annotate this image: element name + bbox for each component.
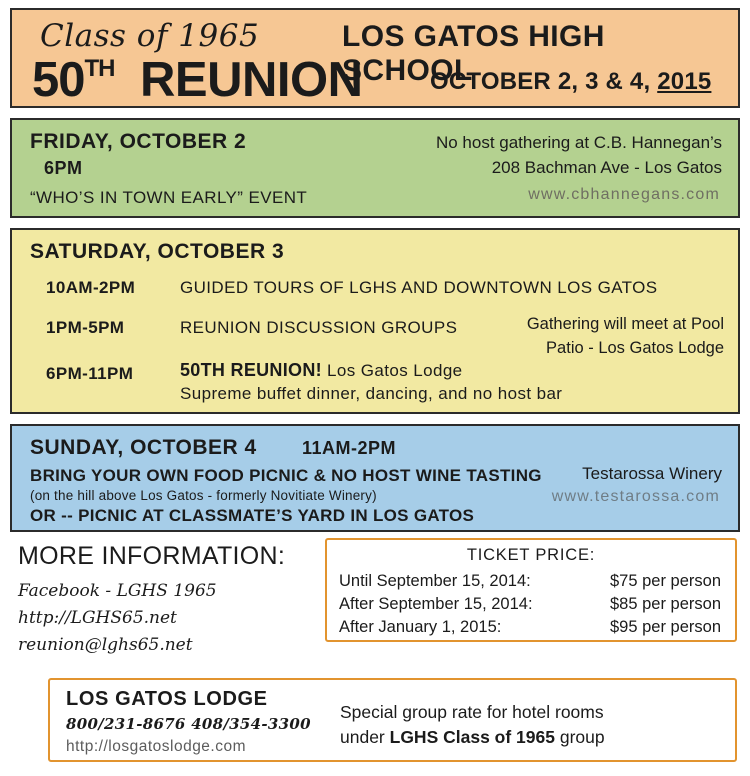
lodge-note-line1: Special group rate for hotel rooms [340, 702, 604, 722]
fifty-number [32, 52, 115, 108]
fifty-digits: 50 [32, 53, 85, 107]
friday-time: 6PM [44, 158, 83, 178]
lodge-note-group-name: LGHS Class of 1965 [389, 727, 555, 747]
sunday-activity-subnote: (on the hill above Los Gatos - formerly Novitiate Winery) [30, 488, 377, 503]
more-info-facebook[interactable]: Facebook - LGHS 1965 [18, 581, 217, 601]
saturday-desc-3-rest: Los Gatos Lodge [327, 361, 463, 380]
sunday-activity-line2: OR -- PICNIC AT CLASSMATE’S YARD IN LOS GATOS [30, 506, 475, 525]
lodge-note-line2 [340, 725, 605, 750]
saturday-section [10, 228, 740, 414]
saturday-note-2 [527, 312, 724, 360]
friday-venue-line1: No host gathering at C.B. Hannegan’s [435, 133, 722, 152]
sunday-activity-line1: BRING YOUR OWN FOOD PICNIC & NO HOST WINE TASTING [30, 466, 542, 485]
saturday-title: SATURDAY, OCTOBER 3 [30, 240, 285, 263]
more-information-list [18, 578, 217, 659]
fifty-ordinal-suffix: TH [84, 55, 115, 82]
more-information-title: MORE INFORMATION: [18, 542, 286, 570]
saturday-desc-3-line2: Supreme buffet dinner, dancing, and no host bar [180, 384, 563, 403]
more-info-website[interactable]: http://LGHS65.net [18, 608, 177, 628]
event-dates-text: OCTOBER 2, 3 & 4, [430, 68, 658, 95]
lodge-name: LOS GATOS LODGE [66, 688, 268, 710]
saturday-note-2-line2: Patio - Los Gatos Lodge [546, 339, 724, 357]
saturday-time-2: 1PM-5PM [46, 318, 125, 337]
saturday-desc-1: GUIDED TOURS OF LGHS AND DOWNTOWN LOS GATOS [180, 278, 658, 297]
ticket-row [339, 593, 727, 616]
reunion-word: REUNION [140, 53, 363, 107]
lodge-note-suffix: group [554, 727, 605, 747]
school-name: LOS GATOS HIGH SCHOOL [342, 20, 605, 87]
ticket-label-3: After January 1, 2015: [339, 618, 502, 636]
ticket-label-1: Until September 15, 2014: [339, 572, 531, 590]
ticket-row [339, 616, 727, 639]
ticket-price-box [325, 538, 737, 642]
friday-venue-url[interactable]: www.cbhannegans.com [528, 186, 720, 203]
sunday-section [10, 424, 740, 532]
sunday-venue-url[interactable]: www.testarossa.com [551, 488, 720, 505]
saturday-desc-3 [180, 360, 463, 381]
saturday-time-1: 10AM-2PM [46, 278, 136, 297]
header-banner [10, 8, 740, 108]
saturday-desc-3-bold: 50TH REUNION! [180, 360, 322, 380]
lodge-note-prefix: under [340, 727, 390, 747]
ticket-label-2: After September 15, 2014: [339, 595, 533, 613]
friday-title: FRIDAY, OCTOBER 2 [30, 130, 247, 153]
friday-venue [436, 130, 722, 180]
header-bottom-row [12, 54, 738, 108]
event-dates [430, 68, 711, 96]
sunday-venue: Testarossa Winery [582, 464, 722, 483]
ticket-price-title: TICKET PRICE: [466, 546, 596, 564]
lodge-url[interactable]: http://losgatoslodge.com [66, 738, 247, 755]
class-of-title: Class of 1965 [40, 18, 260, 54]
ticket-price-1: $75 per person [610, 572, 721, 590]
lodge-phone-numbers: 800/231-8676 408/354-3300 [66, 715, 311, 733]
friday-venue-line2: 208 Bachman Ave - Los Gatos [491, 158, 722, 177]
ticket-price-rows [339, 570, 727, 639]
lodge-group-rate-note [340, 700, 605, 750]
ticket-row [339, 570, 727, 593]
saturday-desc-2: REUNION DISCUSSION GROUPS [180, 318, 458, 337]
lodge-info-box [48, 678, 737, 762]
ticket-price-2: $85 per person [610, 595, 721, 613]
sunday-time: 11AM-2PM [302, 438, 397, 458]
saturday-time-3: 6PM-11PM [46, 364, 134, 383]
more-info-email[interactable]: reunion@lghs65.net [18, 635, 193, 655]
ticket-price-3: $95 per person [610, 618, 721, 636]
saturday-note-2-line1: Gathering will meet at Pool [526, 315, 724, 333]
friday-section [10, 118, 740, 218]
sunday-title: SUNDAY, OCTOBER 4 [30, 436, 257, 459]
event-year: 2015 [657, 68, 712, 95]
friday-event-name: “WHO’S IN TOWN EARLY” EVENT [30, 188, 308, 207]
